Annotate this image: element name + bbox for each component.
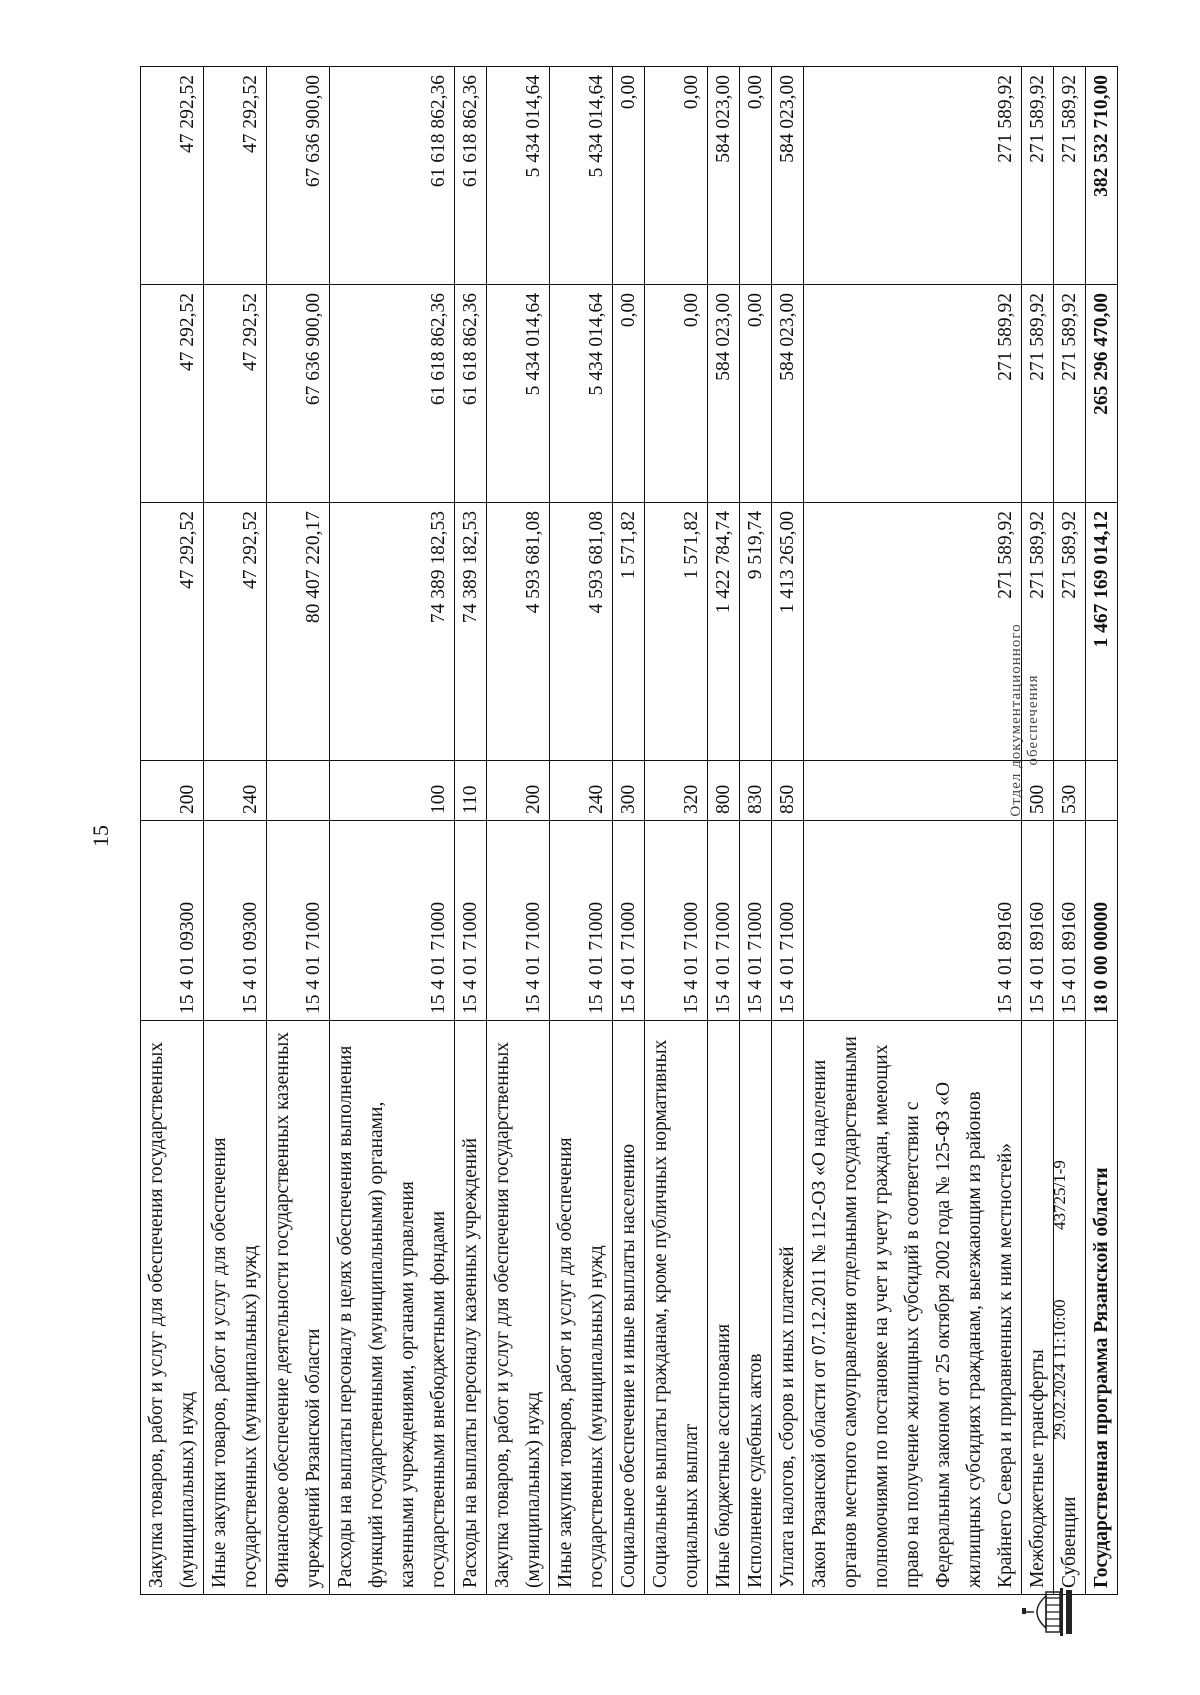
row-code-cell: 18 0 00 00000 [1086,821,1118,1021]
row-amount-2025-cell: 61 618 862,36 [330,285,455,503]
row-code-cell: 15 4 01 71000 [267,821,330,1021]
row-amount-2024-cell: 1 467 169 014,12 [1086,503,1118,761]
stamp-line-1: Отдел документационного [1008,623,1024,817]
row-code-cell: 15 4 01 89160 [1054,821,1086,1021]
row-amount-2026-cell: 47 292,52 [141,67,204,285]
row-expense-type-cell: 530 [1054,761,1086,821]
row-amount-2025-cell: 5 434 014,64 [550,285,613,503]
row-expense-type-cell: 100 [330,761,455,821]
row-name-cell: Иные бюджетные ассигнования [708,1021,740,1595]
row-code-cell: 15 4 01 71000 [740,821,772,1021]
footer [1008,540,1080,1640]
row-amount-2024-cell: 271 589,92 [804,503,1022,761]
row-name-cell: Расходы на выплаты персоналу в целях обеспечения выполнения функций государственными (муниципальными) органами, казенными учреждениями, органами управления государственными внебюджетными фондами [330,1021,455,1595]
row-amount-2026-cell: 5 434 014,64 [487,67,550,285]
row-code-cell: 15 4 01 71000 [330,821,455,1021]
row-name-cell: Социальные выплаты гражданам, кроме публичных нормативных социальных выплат [645,1021,708,1595]
row-amount-2024-cell: 80 407 220,17 [267,503,330,761]
row-name-cell: Закон Рязанской области от 07.12.2011 № 112-ОЗ «О наделении органов местного самоуправления отдельными государственными полномочиями по постановке на учет и учету граждан, имеющих право на получение жилищных субсидий в соответствии с Федеральным законом от 25 октября 2002 года № 125-ФЗ «О жилищных субсидиях гражданам, выезжающим из районов Крайнего Севера и приравненных к ним местностей» [804,1021,1022,1595]
row-amount-2026-cell: 61 618 862,36 [330,67,455,285]
row-amount-2024-cell: 271 589,92 [1054,503,1086,761]
row-code-cell: 15 4 01 71000 [645,821,708,1021]
row-code-cell: 15 4 01 89160 [804,821,1022,1021]
row-expense-type-cell: 320 [645,761,708,821]
row-name-cell: Государственная программа Рязанской области [1086,1021,1118,1595]
row-amount-2026-cell: 271 589,92 [1022,67,1054,285]
row-expense-type-cell: 200 [141,761,204,821]
row-code-cell: 15 4 01 71000 [487,821,550,1021]
row-amount-2024-cell: 4 593 681,08 [550,503,613,761]
row-amount-2026-cell: 584 023,00 [708,67,740,285]
table-row [141,67,204,1595]
row-amount-2026-cell: 584 023,00 [772,67,804,285]
row-amount-2024-cell: 4 593 681,08 [487,503,550,761]
row-name-cell: Закупка товаров, работ и услуг для обеспечения государственных (муниципальных) нужд [487,1021,550,1595]
row-amount-2026-cell: 61 618 862,36 [455,67,487,285]
table-row [645,67,708,1595]
table-row [487,67,550,1595]
row-expense-type-cell: 500 [1022,761,1054,821]
row-expense-type-cell: 240 [550,761,613,821]
row-name-cell: Закупка товаров, работ и услуг для обеспечения государственных (муниципальных) нужд [141,1021,204,1595]
footer-doc-id: 43725/1-9 [1050,1160,1069,1230]
row-amount-2024-cell: 74 389 182,53 [330,503,455,761]
table-row [330,67,455,1595]
row-expense-type-cell [267,761,330,821]
row-amount-2025-cell: 0,00 [613,285,645,503]
page-number: 15 [88,825,113,847]
row-amount-2026-cell: 0,00 [645,67,708,285]
row-amount-2025-cell: 5 434 014,64 [487,285,550,503]
row-amount-2025-cell: 61 618 862,36 [455,285,487,503]
row-amount-2026-cell: 271 589,92 [804,67,1022,285]
row-code-cell: 15 4 01 09300 [204,821,267,1021]
row-amount-2025-cell: 271 589,92 [1022,285,1054,503]
row-amount-2025-cell: 271 589,92 [1054,285,1086,503]
table-row-total [1086,67,1118,1595]
table-row [708,67,740,1595]
row-name-cell: Социальное обеспечение и иные выплаты населению [613,1021,645,1595]
row-name-cell: Субвенции [1054,1021,1086,1595]
row-expense-type-cell [1086,761,1118,821]
row-amount-2024-cell: 74 389 182,53 [455,503,487,761]
row-amount-2025-cell: 47 292,52 [141,285,204,503]
table-row [455,67,487,1595]
row-expense-type-cell: 240 [204,761,267,821]
table-row [613,67,645,1595]
row-code-cell: 15 4 01 71000 [613,821,645,1021]
row-amount-2025-cell: 67 636 900,00 [267,285,330,503]
row-expense-type-cell: 200 [487,761,550,821]
row-code-cell: 15 4 01 71000 [708,821,740,1021]
row-name-cell: Финансовое обеспечение деятельности государственных казенных учреждений Рязанской области [267,1021,330,1595]
row-amount-2026-cell: 47 292,52 [204,67,267,285]
row-expense-type-cell: 850 [772,761,804,821]
row-expense-type-cell: 830 [740,761,772,821]
row-amount-2024-cell: 271 589,92 [1022,503,1054,761]
footer-date: 29.02.2024 11:10:00 [1050,1299,1069,1440]
row-name-cell: Расходы на выплаты персоналу казенных учреждений [455,1021,487,1595]
stamp-line-2: обеспечения [1025,674,1041,766]
row-name-cell: Межбюджетные трансферты [1022,1021,1054,1595]
table-row [804,67,1022,1595]
budget-table [140,66,1118,1595]
row-amount-2024-cell: 1 422 784,74 [708,503,740,761]
row-amount-2026-cell: 382 532 710,00 [1086,67,1118,285]
row-name-cell: Иные закупки товаров, работ и услуг для обеспечения государственных (муниципальных) нужд [550,1021,613,1595]
table-row [550,67,613,1595]
row-amount-2024-cell: 47 292,52 [204,503,267,761]
row-expense-type-cell: 110 [455,761,487,821]
row-code-cell: 15 4 01 71000 [455,821,487,1021]
row-amount-2024-cell: 1 413 265,00 [772,503,804,761]
row-code-cell: 15 4 01 89160 [1022,821,1054,1021]
table-row [740,67,772,1595]
row-expense-type-cell [804,761,1022,821]
row-code-cell: 15 4 01 09300 [141,821,204,1021]
row-expense-type-cell: 300 [613,761,645,821]
department-stamp [1008,620,1042,820]
row-amount-2025-cell: 584 023,00 [708,285,740,503]
row-code-cell: 15 4 01 71000 [550,821,613,1021]
row-amount-2025-cell: 265 296 470,00 [1086,285,1118,503]
row-amount-2026-cell: 271 589,92 [1054,67,1086,285]
row-amount-2026-cell: 0,00 [613,67,645,285]
row-name-cell: Исполнение судебных актов [740,1021,772,1595]
row-amount-2024-cell: 1 571,82 [613,503,645,761]
row-name-cell: Уплата налогов, сборов и иных платежей [772,1021,804,1595]
row-amount-2024-cell: 1 571,82 [645,503,708,761]
row-amount-2025-cell: 0,00 [645,285,708,503]
row-amount-2025-cell: 584 023,00 [772,285,804,503]
row-amount-2025-cell: 47 292,52 [204,285,267,503]
table-body [141,67,1118,1595]
table-row [267,67,330,1595]
duma-emblem-icon [1020,1584,1076,1640]
row-amount-2026-cell: 0,00 [740,67,772,285]
row-code-cell: 15 4 01 71000 [772,821,804,1021]
table-row [204,67,267,1595]
row-amount-2024-cell: 47 292,52 [141,503,204,761]
table-row [772,67,804,1595]
row-expense-type-cell: 800 [708,761,740,821]
row-amount-2026-cell: 5 434 014,64 [550,67,613,285]
row-amount-2025-cell: 271 589,92 [804,285,1022,503]
row-amount-2024-cell: 9 519,74 [740,503,772,761]
row-amount-2025-cell: 0,00 [740,285,772,503]
row-name-cell: Иные закупки товаров, работ и услуг для обеспечения государственных (муниципальных) нужд [204,1021,267,1595]
row-amount-2026-cell: 67 636 900,00 [267,67,330,285]
